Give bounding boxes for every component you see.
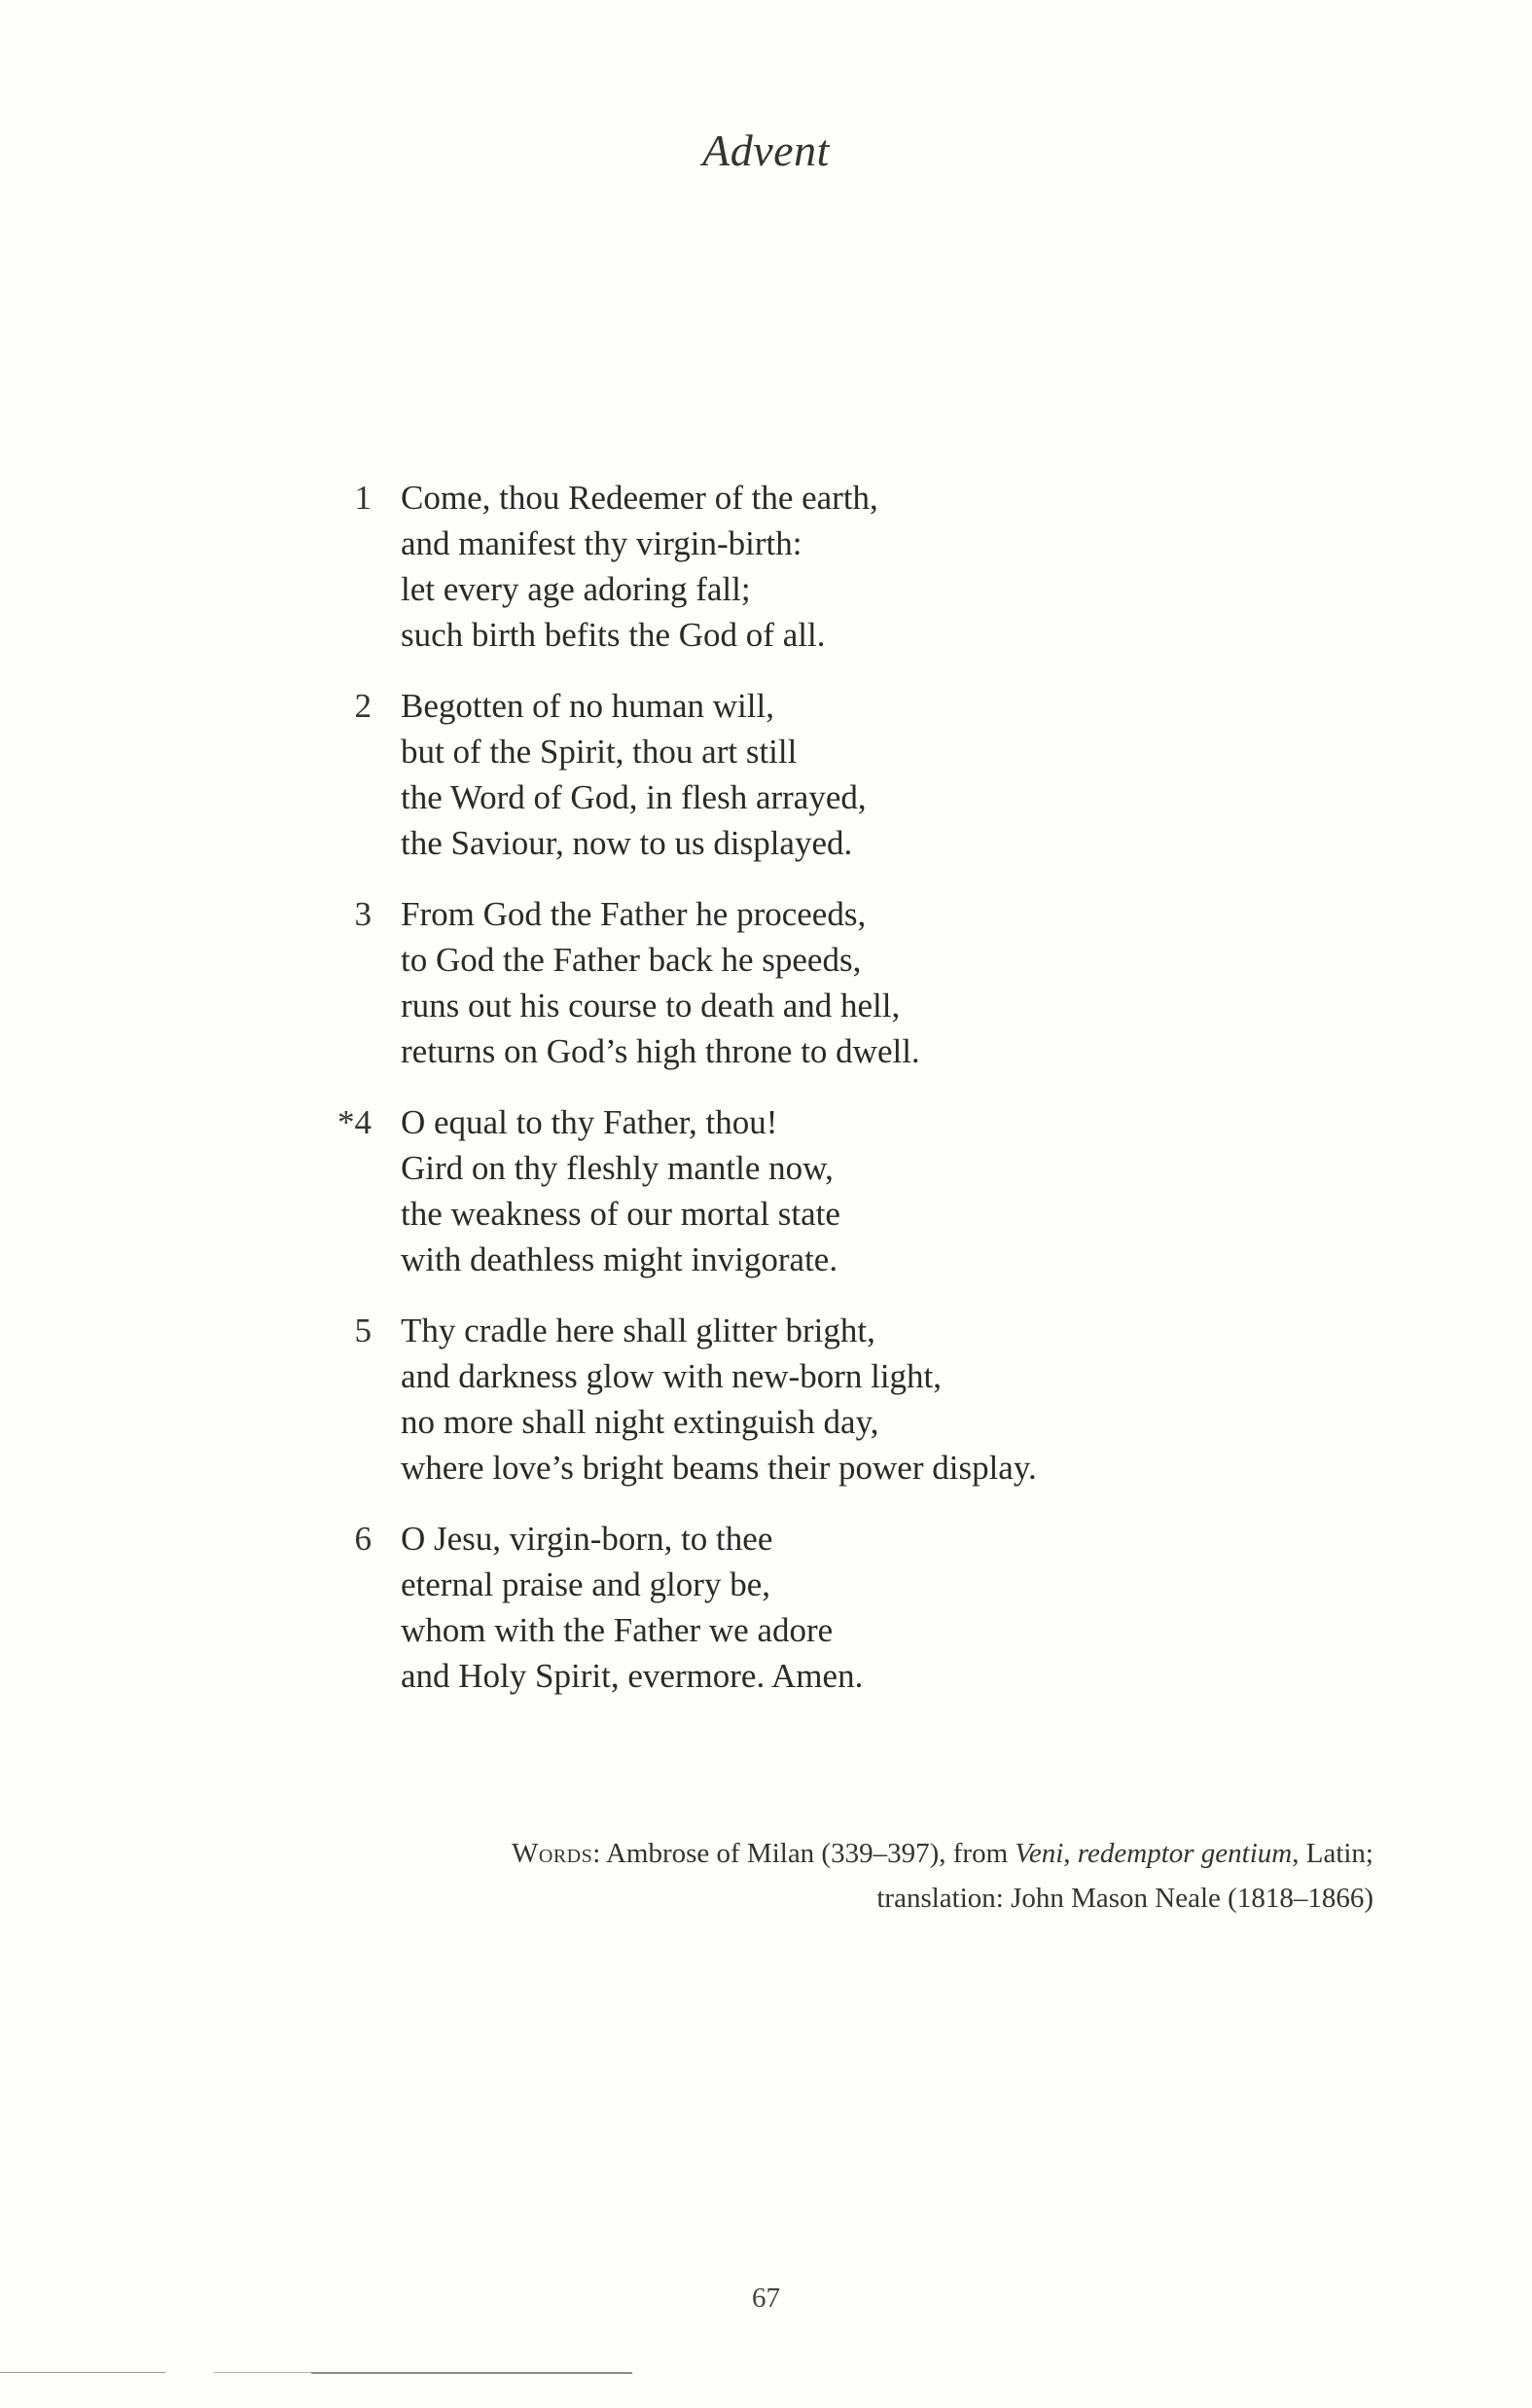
verse-number: 6 [354,1520,372,1558]
verse-number: 2 [354,687,372,725]
verse [321,891,1294,1074]
bottom-rule [311,2372,632,2374]
credit-translation: translation: John Mason Neale (1818–1866) [876,1883,1373,1914]
verse [321,1099,1294,1282]
verse-line: O equal to thy Father, thou! [401,1103,778,1141]
verse-lines [401,475,1294,658]
verse-line: let every age adoring fall; [401,570,751,608]
page-number: 67 [752,2282,780,2314]
verse-line: From God the Father he proceeds, [401,895,867,933]
verse-line: and manifest thy virgin-birth: [401,524,802,562]
verse-line: Begotten of no human will, [401,687,774,725]
verse-number: 5 [354,1312,372,1349]
verse-line: Come, thou Redeemer of the earth, [401,479,878,517]
credit-source-title: Veni, redemptor gentium [1015,1838,1293,1869]
verse-line: to God the Father back he speeds, [401,941,862,979]
verse-lines [401,1099,1294,1282]
credit-author: : Ambrose of Milan (339–397), from [592,1838,1015,1869]
verse-lines [401,1516,1294,1699]
verse-line: and Holy Spirit, evermore. Amen. [401,1657,864,1695]
verse-number: 3 [354,895,372,933]
credit-line-1 [512,1831,1373,1876]
verse-line: O Jesu, virgin-born, to thee [401,1520,773,1558]
bottom-rule [214,2372,311,2373]
hymn-text [321,475,1294,1724]
verse-line: but of the Spirit, thou art still [401,733,798,771]
verse-line: the Word of God, in flesh arrayed, [401,778,867,816]
page-title: Advent [702,126,830,175]
bottom-rule [0,2372,165,2373]
verse-line: runs out his course to death and hell, [401,987,901,1024]
verse-number: *4 [338,1103,372,1141]
verse-lines [401,683,1294,866]
verse-line: Gird on thy fleshly mantle now, [401,1149,834,1187]
verse-line: returns on God’s high throne to dwell. [401,1032,920,1070]
verse-lines [401,891,1294,1074]
words-credit [512,1831,1373,1921]
verse-line: no more shall night extinguish day, [401,1403,879,1441]
verse [321,475,1294,658]
verse-line: the Saviour, now to us displayed. [401,824,853,862]
verse [321,683,1294,866]
verse-line: the weakness of our mortal state [401,1195,840,1233]
verse-number: 1 [354,479,372,517]
verse [321,1516,1294,1699]
verse-line: whom with the Father we adore [401,1611,834,1649]
credit-language: , Latin; [1292,1838,1373,1869]
verse-line: such birth befits the God of all. [401,616,826,654]
verse-line: eternal praise and glory be, [401,1565,770,1603]
verse-line: where love’s bright beams their power display. [401,1449,1037,1487]
verse-lines [401,1308,1294,1491]
credit-label: Words [512,1838,593,1869]
verse [321,1308,1294,1491]
verse-line: Thy cradle here shall glitter bright, [401,1312,875,1349]
verse-line: with deathless might invigorate. [401,1240,838,1278]
verse-line: and darkness glow with new-born light, [401,1357,943,1395]
